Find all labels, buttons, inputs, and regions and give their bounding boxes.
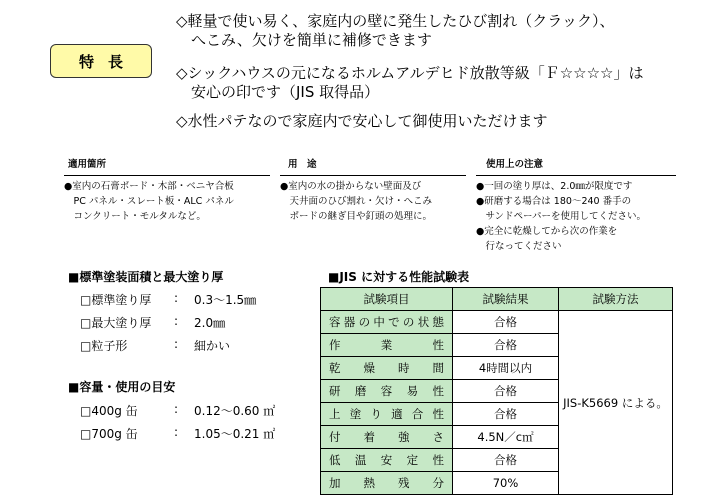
jis-item: 上塗り適合性	[321, 403, 453, 426]
jis-item: 乾燥時間	[321, 357, 453, 380]
usage-places-line: コンクリート・モルタルなど。	[64, 211, 206, 222]
feature-1-line-1: ◇軽量で使い易く、家庭内の壁に発生したひび割れ（クラック）、	[176, 12, 615, 30]
usage-notes-line: ●研磨する場合は 180～240 番手の	[476, 196, 632, 207]
usage-purpose-line: 天井面のひび割れ・欠け・へこみ	[280, 196, 433, 207]
capacity-label: □400g 缶	[80, 404, 138, 418]
coverage-row: □最大塗り厚 : 2.0㎜	[80, 314, 226, 330]
feature-badge: 特長	[50, 44, 152, 78]
jis-row	[321, 311, 673, 334]
coverage-value: 0.3～1.5㎜	[194, 293, 257, 307]
usage-places-title: 適用箇所	[68, 159, 107, 170]
capacity-value: 0.12～0.60 ㎡	[194, 404, 276, 418]
coverage-value: 細かい	[194, 339, 231, 353]
jis-result: 合格	[453, 403, 559, 426]
usage-places-body	[64, 175, 270, 224]
usage-purpose-line: ボードの継ぎ目や釘頭の処理に。	[280, 211, 433, 222]
jis-result: 4.5N／c㎡	[453, 426, 559, 449]
feature-1	[176, 12, 614, 50]
capacity-value: 1.05～0.21 ㎡	[194, 427, 276, 441]
coverage-label: □標準塗り厚	[80, 293, 152, 307]
usage-places-line: ●室内の石膏ボード・木部・ベニヤ合板	[64, 181, 234, 192]
capacity-row: □700g 缶 : 1.05～0.21 ㎡	[80, 425, 276, 441]
jis-result: 合格	[453, 311, 559, 334]
jis-header: 試験結果	[453, 288, 559, 311]
coverage-row: □標準塗り厚 : 0.3～1.5㎜	[80, 291, 257, 307]
jis-header: 試験項目	[321, 288, 453, 311]
jis-result: 合格	[453, 380, 559, 403]
usage-places	[64, 157, 270, 224]
jis-header-row	[321, 288, 673, 311]
capacity-label: □700g 缶	[80, 427, 138, 441]
jis-method: JIS-K5669 による。	[559, 311, 673, 495]
usage-notes-title: 使用上の注意	[486, 159, 544, 170]
feature-2-line-2: 安心の印です（JIS 取得品）	[176, 83, 380, 101]
feature-2-line-1: ◇シックハウスの元になるホルムアルデヒド放散等級「Ｆ☆☆☆☆」は	[176, 64, 644, 82]
feature-2	[176, 64, 643, 102]
coverage-label: □最大塗り厚	[80, 316, 152, 330]
jis-item: 付着強さ	[321, 426, 453, 449]
jis-result: 合格	[453, 449, 559, 472]
usage-notes	[476, 157, 676, 254]
jis-result: 4時間以内	[453, 357, 559, 380]
jis-title: ■JIS に対する性能試験表	[328, 270, 470, 284]
usage-purpose-line: ●室内の水の掛からない壁面及び	[280, 181, 422, 192]
jis-item: 研磨容易性	[321, 380, 453, 403]
usage-purpose	[280, 157, 466, 224]
coverage-label: □粒子形	[80, 339, 128, 353]
usage-notes-line: サンドペーパーを使用してください。	[476, 211, 647, 222]
jis-item: 加熱残分	[321, 472, 453, 495]
feature-3	[176, 112, 548, 131]
usage-notes-line: ●一回の塗り厚は、2.0㎜が限度です	[476, 181, 633, 192]
capacity-row: □400g 缶 : 0.12～0.60 ㎡	[80, 402, 276, 418]
usage-places-line: PC パネル・スレート板・ALC パネル	[64, 196, 234, 207]
jis-result: 合格	[453, 334, 559, 357]
usage-purpose-title: 用 途	[288, 159, 317, 170]
usage-notes-line: 行なってください	[476, 241, 562, 252]
usage-purpose-body	[280, 175, 466, 224]
usage-notes-body	[476, 175, 676, 254]
coverage-value: 2.0㎜	[194, 316, 226, 330]
jis-header: 試験方法	[559, 288, 673, 311]
coverage-row: □粒子形 : 細かい	[80, 337, 231, 353]
feature-3-line-1: ◇水性パテなので家庭内で安心して御使用いただけます	[176, 112, 548, 130]
jis-item: 低温安定性	[321, 449, 453, 472]
jis-result: 70%	[453, 472, 559, 495]
jis-item: 作業性	[321, 334, 453, 357]
usage-notes-line: ●完全に乾燥してから次の作業を	[476, 226, 618, 237]
capacity-title: ■容量・使用の目安	[68, 380, 176, 394]
jis-table	[320, 287, 673, 495]
coverage-title: ■標準塗装面積と最大塗り厚	[68, 270, 224, 284]
jis-item: 容器の中での状態	[321, 311, 453, 334]
feature-1-line-2: へこみ、欠けを簡単に補修できます	[176, 31, 432, 49]
